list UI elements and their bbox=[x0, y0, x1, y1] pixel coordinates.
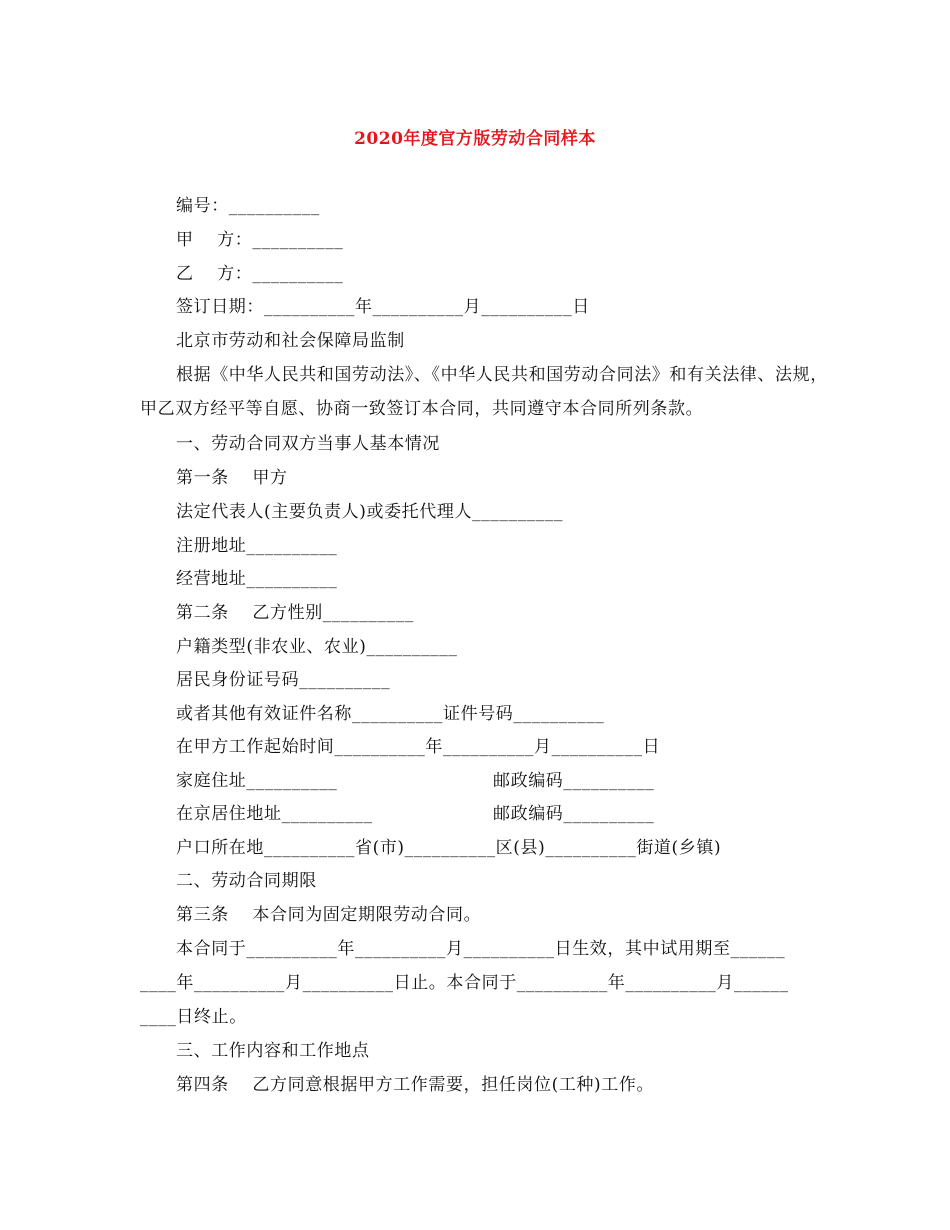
home-address-line: 家庭住址__________ bbox=[176, 771, 338, 791]
term-line-2: ____年__________月__________日止。本合同于__________年__________月______ bbox=[140, 973, 789, 993]
legal-rep-line: 法定代表人(主要负责人)或委托代理人__________ bbox=[176, 502, 564, 522]
supervisor-line: 北京市劳动和社会保障局监制 bbox=[176, 331, 405, 351]
beijing-address-line: 在京居住地址__________ bbox=[176, 804, 373, 824]
term-line-1: 本合同于__________年__________月__________日生效，其中试用期至______ bbox=[176, 939, 786, 959]
sign-date-line: 签订日期：__________年__________月__________日 bbox=[176, 297, 590, 317]
party-b-line: 乙 方：__________ bbox=[176, 264, 344, 284]
other-certificate-line: 或者其他有效证件名称__________证件号码__________ bbox=[176, 704, 605, 724]
article-3-line: 第三条 本合同为固定期限劳动合同。 bbox=[176, 905, 482, 925]
term-line-3: ____日终止。 bbox=[140, 1007, 247, 1027]
party-a-line: 甲 方：__________ bbox=[176, 230, 344, 250]
household-type-line: 户籍类型(非农业、农业)__________ bbox=[176, 637, 458, 657]
article-1-line: 第一条 甲方 bbox=[176, 468, 288, 488]
postcode-line-1: 邮政编码__________ bbox=[493, 771, 655, 791]
section-2-heading: 二、劳动合同期限 bbox=[176, 871, 317, 891]
document-title: 2020年度官方版劳动合同样本 bbox=[354, 129, 596, 149]
article-4-line: 第四条 乙方同意根据甲方工作需要，担任岗位(工种)工作。 bbox=[176, 1075, 655, 1095]
hukou-line: 户口所在地__________省(市)__________区(县)__________街道(乡镇) bbox=[176, 838, 722, 858]
start-time-line: 在甲方工作起始时间__________年__________月__________日 bbox=[176, 737, 661, 757]
registered-address-line: 注册地址__________ bbox=[176, 536, 338, 556]
section-1-heading: 一、劳动合同双方当事人基本情况 bbox=[176, 434, 440, 454]
id-number-line: 居民身份证号码__________ bbox=[176, 670, 391, 690]
section-3-heading: 三、工作内容和工作地点 bbox=[176, 1041, 370, 1061]
business-address-line: 经营地址__________ bbox=[176, 569, 338, 589]
contract-number-line: 编号：__________ bbox=[176, 196, 320, 216]
postcode-line-2: 邮政编码__________ bbox=[493, 804, 655, 824]
preamble-paragraph: 根据《中华人民共和国劳动法》、《中华人民共和国劳动合同法》和有关法律、法规，甲乙双方经平等自愿、协商一致签订本合同，共同遵守本合同所列条款。 bbox=[140, 365, 828, 419]
article-2-line: 第二条 乙方性别__________ bbox=[176, 603, 414, 623]
